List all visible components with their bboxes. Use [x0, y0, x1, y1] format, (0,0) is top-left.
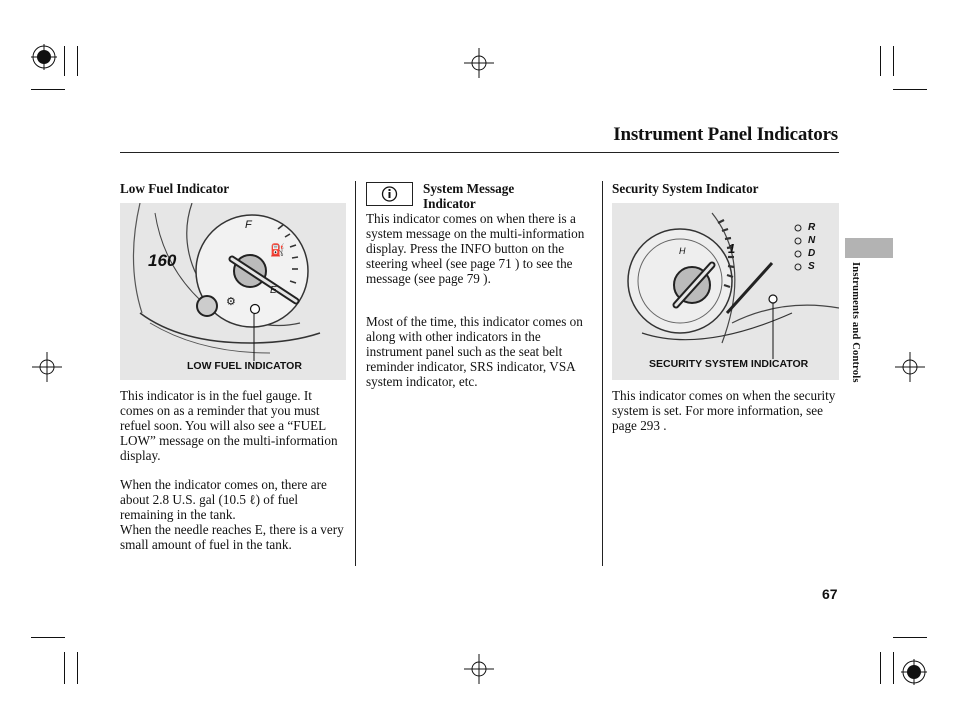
section-tab	[845, 238, 893, 258]
page-title: Instrument Panel Indicators	[613, 124, 838, 145]
security-gauge-illustration	[612, 203, 839, 380]
speed-label: 160	[148, 251, 177, 270]
fuel-gauge-illustration	[120, 203, 346, 380]
gear-label-n: N	[808, 235, 816, 246]
low-fuel-heading: Low Fuel Indicator	[120, 181, 230, 196]
low-fuel-indicator-light-icon: ⚙	[226, 296, 236, 308]
low-fuel-paragraph-1: This indicator is in the fuel gauge. It comes on as a reminder that you must refuel soon. You will also see a “FUEL LOW” message on the multi-information display.	[120, 388, 338, 463]
system-message-heading: System Message Indicator	[423, 181, 515, 211]
security-heading: Security System Indicator	[612, 181, 759, 196]
column-divider	[355, 181, 356, 566]
gear-label-r: R	[808, 222, 816, 233]
security-caption: SECURITY SYSTEM INDICATOR	[649, 358, 809, 370]
low-fuel-paragraph-2: When the indicator comes on, there are about 2.8 U.S. gal (10.5 ℓ) of fuel remaining in the tank.	[120, 477, 327, 522]
system-message-paragraph-1: This indicator comes on when there is a system message on the multi-information display. Press the INFO button on the steering wheel (see page 71 ) to see the message (see page 79 ).	[366, 211, 585, 286]
registration-mark-bottom-right-icon	[901, 659, 927, 685]
low-fuel-figure	[120, 203, 346, 380]
section-side-label: Instruments and Controls	[850, 262, 861, 383]
system-message-paragraph-2: Most of the time, this indicator comes on along with other indicators in the instrument panel such as the seat belt reminder indicator, SRS indicator, VSA system indicator, etc.	[366, 314, 583, 389]
low-fuel-paragraph-3: When the needle reaches E, there is a very small amount of fuel in the tank.	[120, 522, 344, 552]
title-rule	[120, 152, 839, 153]
temp-hot-label: H	[679, 246, 686, 256]
registration-mark-top-left-icon	[31, 44, 57, 70]
tach-value-label: 1	[728, 241, 736, 256]
info-i-icon	[367, 183, 412, 205]
security-figure	[612, 203, 839, 380]
gauge-empty-label: E	[270, 285, 277, 296]
fuel-pump-icon: ⛽	[270, 243, 285, 257]
security-paragraph-1: This indicator comes on when the security system is set. For more information, see page 293 .	[612, 388, 836, 433]
crosshair-top-icon	[464, 48, 494, 78]
crosshair-left-icon	[32, 352, 62, 382]
crosshair-right-icon	[895, 352, 925, 382]
gear-label-s: S	[808, 261, 815, 272]
crosshair-bottom-icon	[464, 654, 494, 684]
low-fuel-caption: LOW FUEL INDICATOR	[187, 360, 302, 372]
system-message-icon-box	[366, 182, 413, 206]
gauge-full-label: F	[245, 219, 252, 231]
gear-label-d: D	[808, 248, 816, 259]
column-divider	[602, 181, 603, 566]
page-number: 67	[822, 586, 838, 602]
